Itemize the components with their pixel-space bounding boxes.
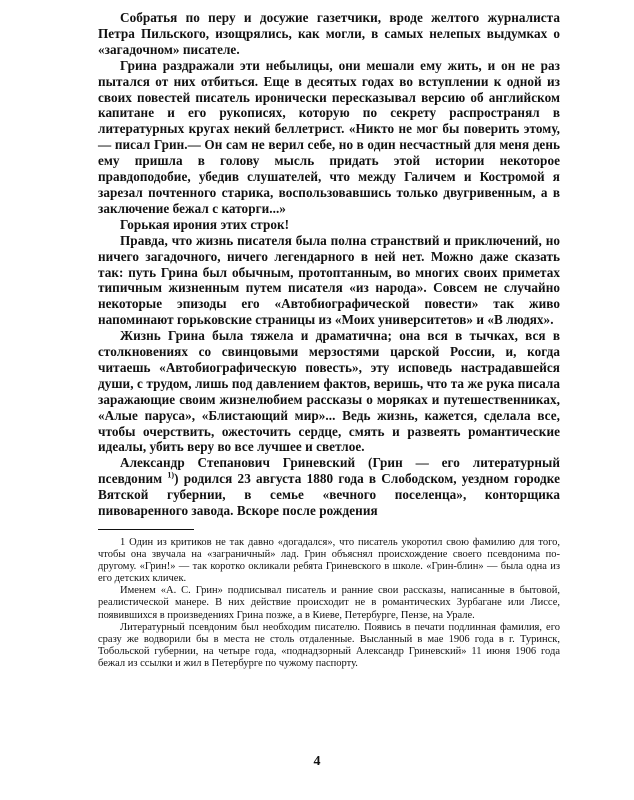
paragraph-text-end: ) родился 23 августа 1880 года в Слободском, уездном городке Вятской губернии, в семье «вечного поселенца», конторщика пивоваренного завода. Вскоре после рождения	[98, 471, 560, 519]
footnote: 1 Один из критиков не так давно «догадался», что писатель укоротил свою фамилию для того, чтобы она звучала на «заграничный» лад. Грин объяснял происхождение своего псевдонима по-другому. «Грин!» — так коротко окликали ребята Гриневского в школе. «Грин-блин» — была одна из его детских кличек.	[98, 537, 560, 585]
paragraph: Грина раздражали эти небылицы, они мешали ему жить, и он не раз пытался от них отбиться. Еще в десятых годах во вступлении к одной из своих повестей писатель иронически пересказывал версию об английском капитане и его рукописях, которую по секрету распространял в литературных кругах некий беллетрист. «Никто не мог бы поверить этому,— писал Грин.— Он сам не верил себе, но в один несчастный для меня день ему пришла в голову мысль придать этой истории некоторое правдоподобие, убедив слушателей, что между Галичем и Костромой я зарезал почтенного старика, воспользовавшись только двугривенным, а в заключение бежал с каторги...»	[98, 57, 560, 216]
main-text	[98, 10, 560, 519]
footnote: Именем «А. С. Грин» подписывал писатель и ранние свои рассказы, написанные в бытовой, реалистической манере. В них действие происходит не в романтических Зурбагане или Лиссе, появившихся в произведениях Грина позже, а в Киеве, Петербурге, Пензе, на Урале.	[98, 585, 560, 621]
page-number: 4	[313, 754, 321, 769]
paragraph: Горькая ирония этих строк!	[120, 216, 290, 232]
paragraph	[98, 455, 560, 519]
footnote: Литературный псевдоним был необходим писателю. Появись в печати подлинная фамилия, его сразу же водворили бы в места не столь отдаленные. Высланный в мае 1906 года в г. Туринск, Тобольской губернии, на четыре года, «поднадзорный Александр Гриневский» 11 июня 1906 года бежал из ссылки и жил в Петербурге по чужому паспорту.	[98, 621, 560, 669]
paragraph: Жизнь Грина была тяжела и драматична; она вся в тычках, вся в столкновениях со свинцовыми мерзостями царской России, и, когда читаешь «Автобиографическую повесть», эту исповедь настрадавшейся души, с трудом, лишь под давлением фактов, веришь, что та же рука писала заражающие своим жизнелюбием рассказы о моряках и путешественниках, «Алые паруса», «Блистающий мир»... Ведь жизнь, кажется, сделала все, чтобы очерствить, ожесточить сердце, смять и развеять романтические идеалы, убить веру во все лучшее и светлое.	[98, 328, 560, 455]
paragraph: Правда, что жизнь писателя была полна странствий и приключений, но ничего загадочного, ничего легендарного в ней нет. Можно даже сказать так: путь Грина был обычным, протоптанным, во многих своих приметах типичным жизненным путем писателя «из народа». Совсем не случайно некоторые эпизоды его «Автобиографической повести» так живо напоминают горьковские страницы из «Моих университетов» и «В людях».	[98, 232, 560, 328]
paragraph: Собратья по перу и досужие газетчики, вроде желтого журналиста Петра Пильского, изощрялись, как могли, в самых нелепых выдумках о «загадочном» писателе.	[98, 10, 560, 57]
paragraph-text-start: Александр Степанович Гриневский (Грин — его литературный псевдоним	[98, 455, 560, 487]
footnote-divider	[98, 529, 194, 530]
footnotes	[98, 537, 560, 670]
footnote-marker: 1)	[167, 470, 175, 480]
